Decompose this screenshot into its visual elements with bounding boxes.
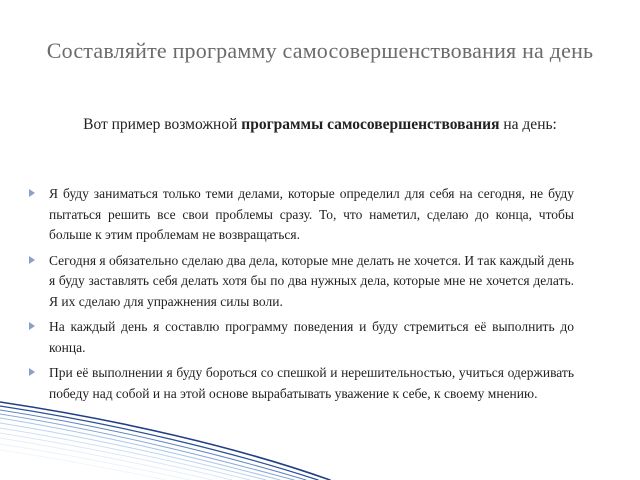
bullet-item [28, 184, 574, 246]
bullet-arrow-icon [29, 322, 35, 330]
slide-intro [50, 114, 590, 136]
bullet-item [28, 317, 574, 358]
bullet-text: Сегодня я обязательно сделаю два дела, которые мне делать не хочется. И так каждый день я буду заставлять себя делать хотя бы по два нужных дела, которые мне не хочется делать. Я их сделаю для упражнения силы воли. [49, 252, 574, 309]
bullet-arrow-icon [29, 256, 35, 264]
bullet-text: При её выполнении я буду бороться со спешкой и нерешительностью, учиться одерживать победу над собой и на этой основе вырабатывать уважение к себе, к своему мнению. [49, 365, 574, 401]
intro-bold: программы самосовершенствования [241, 116, 500, 133]
bullet-text: Я буду заниматься только теми делами, которые определил для себя на сегодня, не буду пытаться решить все свои проблемы сразу. То, что наметил, сделаю до конца, чтобы больше к этим проблемам не возвращаться. [49, 186, 574, 242]
bullet-text: На каждый день я составлю программу поведения и буду стремиться её выполнить до конца. [49, 319, 574, 355]
bullet-item [28, 363, 574, 404]
intro-prefix: Вот пример возможной [83, 116, 242, 133]
bullet-item [28, 251, 574, 313]
bullet-arrow-icon [29, 368, 35, 376]
bullet-arrow-icon [29, 189, 35, 197]
bullet-list [28, 184, 574, 409]
intro-suffix: на день: [499, 116, 557, 133]
slide-title: Составляйте программу самосовершенствования на день [46, 38, 594, 63]
